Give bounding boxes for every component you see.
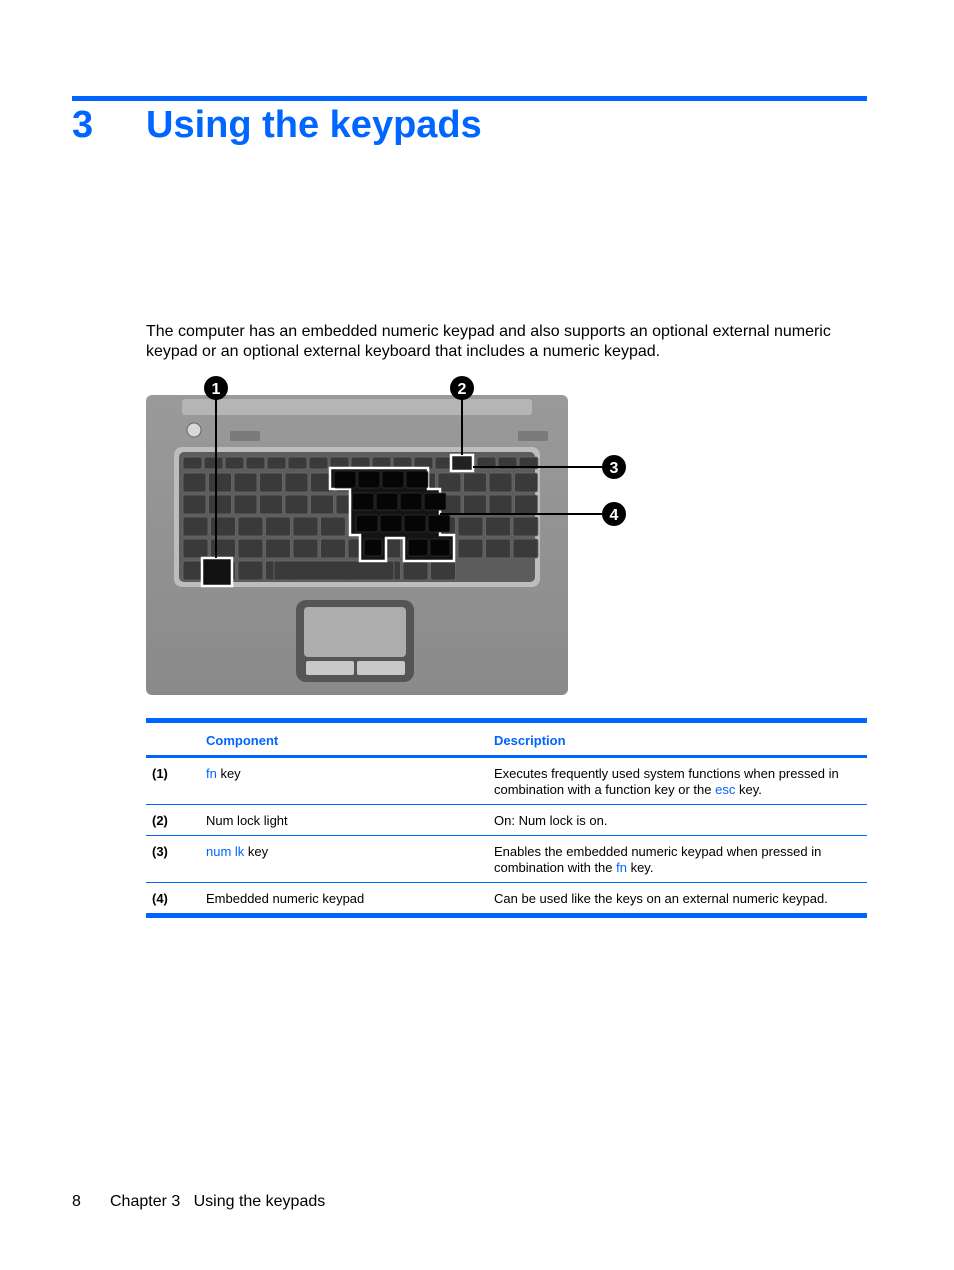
keyboard-key [209,473,232,492]
keyboard-key [464,473,487,492]
keyboard-key [513,539,538,558]
touchpad-surface [304,607,406,657]
keyboard-key [458,539,483,558]
keypad-key [408,539,428,556]
keyboard-key [458,517,483,536]
hinge-strip [182,399,532,415]
keypad-key [400,493,422,510]
keyboard-key [515,473,538,492]
row-component [206,883,494,916]
component-table [146,718,867,918]
keyboard-key [431,561,456,580]
row-description-tail: key. [626,860,654,875]
row-component-text: Embedded numeric keypad [206,891,365,906]
keyboard-figure [146,373,636,698]
keypad-key [404,515,426,532]
keyboard-key [464,495,487,514]
keyboard-key [266,517,291,536]
row-description [494,805,867,836]
touchpad-right-button [357,661,405,675]
keyboard-key [234,495,257,514]
footer-text: Chapter 3 Using the keypads [110,1193,326,1210]
row-component [206,757,494,805]
row-description [494,836,867,883]
table-header-row [146,721,867,757]
row-component [206,805,494,836]
keyboard-key [246,457,265,469]
header-description: Description [494,733,566,748]
callout-2-label: 2 [457,381,467,398]
power-button-icon [187,423,201,437]
speaker-grill-right [518,431,548,441]
keyboard-key [321,539,346,558]
keyboard-key [489,495,512,514]
keypad-key [428,515,450,532]
keyboard-key [513,517,538,536]
keyboard-key [211,517,236,536]
keyboard-key [311,495,334,514]
keyboard-key [515,495,538,514]
keyboard-key [489,473,512,492]
row-description-text: Enables the embedded numeric keypad when pressed in combination with the [494,844,822,875]
space-bar [274,561,394,580]
callout-3-marker [602,455,626,479]
keypad-key [380,515,402,532]
keyboard-illustration [146,373,636,698]
row-description [494,883,867,916]
keypad-key [334,471,356,488]
chapter-top-rule [72,96,867,101]
chapter-title: Using the keypads [146,104,482,146]
row-component-text: Num lock light [206,813,288,828]
callout-3-label: 3 [609,460,619,477]
row-number: (4) [152,891,168,906]
table-row [146,757,867,805]
page-footer [72,1193,325,1211]
num-lock-light-highlight [451,455,473,471]
keyboard-key [183,457,202,469]
keypad-key [352,493,374,510]
esc-link[interactable]: esc [715,782,736,797]
keyboard-key [288,457,307,469]
chapter-number: 3 [72,104,94,146]
row-number: (2) [152,813,168,828]
keyboard-key [234,473,257,492]
callout-4-marker [602,502,626,526]
keyboard-key [204,457,223,469]
keyboard-key [225,457,244,469]
table-row [146,836,867,883]
header-number [146,721,206,757]
keyboard-key [285,495,308,514]
keyboard-key [209,495,232,514]
keyboard-key [183,473,206,492]
callout-1-label: 1 [211,381,221,398]
fn-link[interactable]: fn [616,860,627,875]
row-number: (1) [152,766,168,781]
intro-paragraph: The computer has an embedded numeric keypad and also supports an optional external numeric keypad or an optional external keyboard that includes a numeric keypad. [146,323,831,360]
row-description-text: Executes frequently used system functions when pressed in combination with a function key or the [494,766,839,797]
keyboard-key [321,517,346,536]
keypad-key [364,539,382,556]
fn-link[interactable]: fn [206,766,217,781]
fn-key-highlight [202,558,232,586]
keyboard-key [183,539,208,558]
keypad-key [424,493,446,510]
keyboard-key [238,561,263,580]
keyboard-key [260,473,283,492]
row-description-text: Can be used like the keys on an external numeric keypad. [494,891,828,906]
keyboard-key [267,457,286,469]
keyboard-key [260,495,283,514]
page-number: 8 [72,1193,81,1210]
keypad-key [376,493,398,510]
keyboard-key [238,517,263,536]
header-component: Component [206,733,279,748]
table-row [146,805,867,836]
row-component-text: key [216,766,241,781]
keyboard-key [309,457,328,469]
keyboard-key [183,517,208,536]
keyboard-key [266,539,291,558]
keyboard-key [183,495,206,514]
keyboard-key [486,517,511,536]
keyboard-key [293,539,318,558]
keypad-key [406,471,428,488]
touchpad-left-button [306,661,354,675]
row-component [206,836,494,883]
keyboard-key [293,517,318,536]
row-number: (3) [152,844,168,859]
keypad-key [358,471,380,488]
row-description [494,757,867,805]
speaker-grill-left [230,431,260,441]
row-component-text: key [244,844,269,859]
keyboard-key [403,561,428,580]
callout-2-marker [450,376,474,400]
keyboard-key [285,473,308,492]
keypad-key [356,515,378,532]
keyboard-key [211,539,236,558]
num-lk-link[interactable]: num lk [206,844,245,859]
keypad-key [382,471,404,488]
callout-1-marker [204,376,228,400]
callout-4-label: 4 [609,507,619,524]
keypad-key [430,539,450,556]
table-row [146,883,867,916]
keyboard-key [438,473,461,492]
row-description-tail: key. [735,782,762,797]
keyboard-key [238,539,263,558]
keyboard-key [486,539,511,558]
row-description-text: On: Num lock is on. [494,813,608,828]
